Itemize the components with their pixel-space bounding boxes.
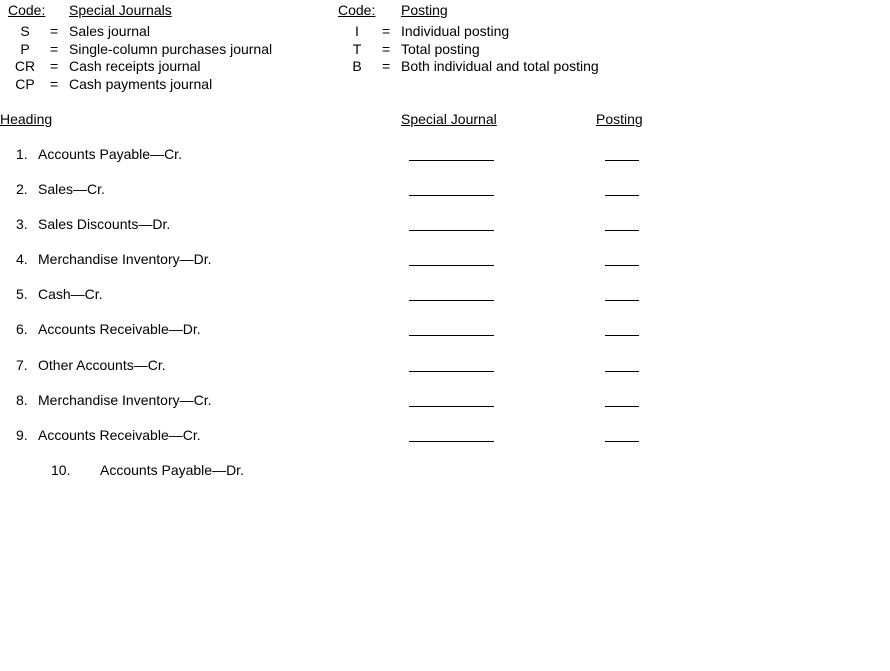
posting-answer-blank[interactable] [605,300,639,301]
row-account-heading: Merchandise Inventory—Cr. [38,392,212,408]
row-number: 1. [16,146,28,162]
special-journal-answer-blank[interactable] [409,230,494,231]
row-account-heading: Cash—Cr. [38,286,103,302]
posting-code: I [355,23,359,39]
special-journal-column-header: Special Journal [401,111,497,127]
row-number: 3. [16,216,28,232]
posting-answer-blank[interactable] [605,335,639,336]
posting-code: B [352,58,362,74]
posting-label: Individual posting [401,23,510,39]
row-number: 10. [51,462,71,478]
posting-answer-blank[interactable] [605,195,639,196]
journal-code: CP [15,76,35,92]
posting-code-header: Code: [338,2,376,18]
equals-sign: = [50,41,59,57]
row-account-heading: Sales Discounts—Dr. [38,216,171,232]
posting-code: T [352,41,362,57]
posting-column-header: Posting [596,111,643,127]
row-account-heading: Accounts Receivable—Cr. [38,427,201,443]
posting-label: Total posting [401,41,480,57]
special-journal-answer-blank[interactable] [409,195,494,196]
special-journal-answer-blank[interactable] [409,300,494,301]
row-number: 7. [16,357,28,373]
journal-label: Cash payments journal [69,76,213,92]
equals-sign: = [50,23,59,39]
row-account-heading: Accounts Payable—Dr. [100,462,244,478]
journal-label: Single-column purchases journal [69,41,273,57]
row-account-heading: Accounts Payable—Cr. [38,146,182,162]
posting-answer-blank[interactable] [605,371,639,372]
row-number: 9. [16,427,28,443]
journals-title-header: Special Journals [69,2,172,18]
special-journal-answer-blank[interactable] [409,335,494,336]
posting-label: Both individual and total posting [401,58,599,74]
posting-answer-blank[interactable] [605,230,639,231]
journal-code: S [20,23,30,39]
equals-sign: = [382,23,391,39]
posting-title-header: Posting [401,2,448,18]
journal-code: CR [14,58,36,74]
row-number: 2. [16,181,28,197]
row-account-heading: Accounts Receivable—Dr. [38,321,201,337]
journal-label: Sales journal [69,23,150,39]
journal-label: Cash receipts journal [69,58,201,74]
row-account-heading: Sales—Cr. [38,181,105,197]
row-number: 4. [16,251,28,267]
row-number: 8. [16,392,28,408]
row-account-heading: Other Accounts—Cr. [38,357,166,373]
row-number: 5. [16,286,28,302]
equals-sign: = [50,58,59,74]
row-number: 6. [16,321,28,337]
equals-sign: = [382,41,391,57]
journals-code-header: Code: [8,2,46,18]
row-account-heading: Merchandise Inventory—Dr. [38,251,212,267]
heading-column-header: Heading [0,111,53,127]
special-journal-answer-blank[interactable] [409,160,494,161]
equals-sign: = [382,58,391,74]
special-journal-answer-blank[interactable] [409,441,494,442]
posting-answer-blank[interactable] [605,441,639,442]
journal-code: P [20,41,30,57]
special-journal-answer-blank[interactable] [409,265,494,266]
special-journal-answer-blank[interactable] [409,371,494,372]
posting-answer-blank[interactable] [605,160,639,161]
posting-answer-blank[interactable] [605,406,639,407]
equals-sign: = [50,76,59,92]
special-journal-answer-blank[interactable] [409,406,494,407]
posting-answer-blank[interactable] [605,265,639,266]
